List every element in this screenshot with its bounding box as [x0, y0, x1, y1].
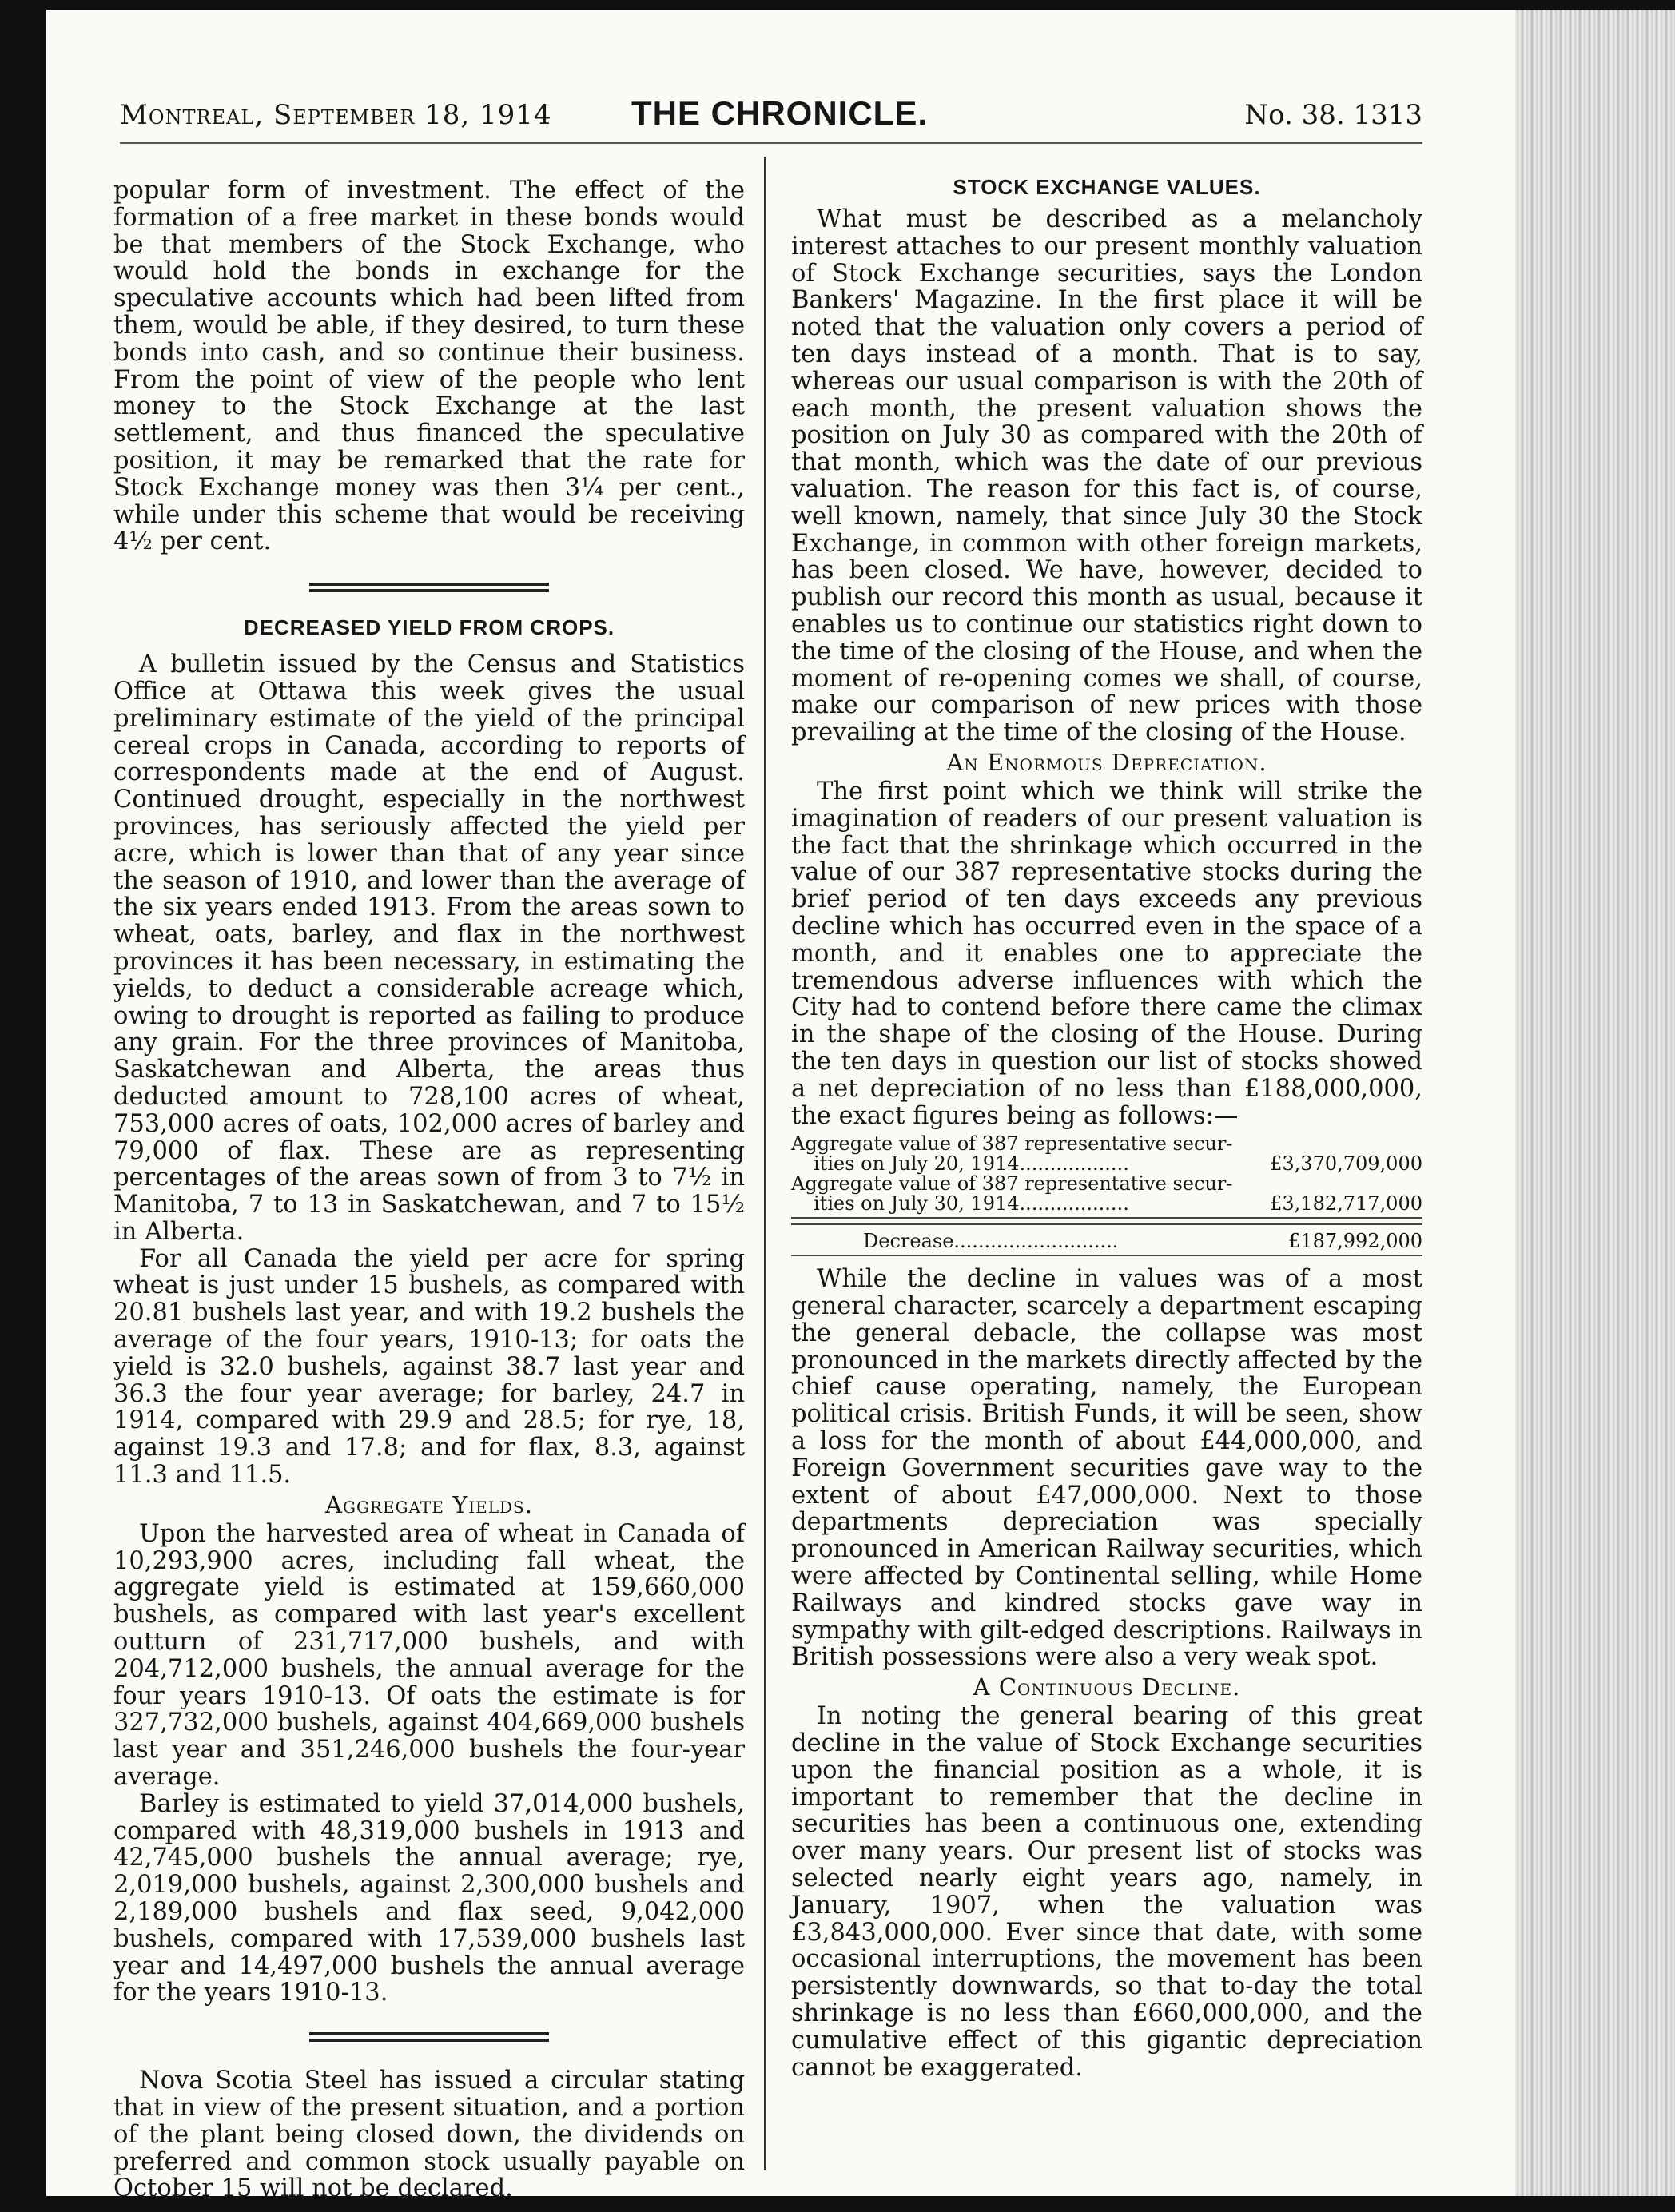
enormous-depreciation-subhead: An Enormous Depreciation.: [946, 748, 1267, 776]
column-divider: [764, 157, 766, 2170]
book-page-edges: [1515, 10, 1675, 2196]
table-row: [791, 1223, 1422, 1251]
table-row-1-label-a: Aggregate value of 387 representative secur-: [791, 1132, 1233, 1156]
journal-title: THE CHRONICLE.: [631, 94, 928, 132]
crops-paragraph-2: For all Canada the yield per acre for spring wheat is just under 15 bushels, as compared with 20.81 bushels last year, and with 19.2 bushels the average of the four years, 1910-13; for oats the yield is 32.0 bushels, against 38.7 last year and 36.3 the four year average; for barley, 24.7 in 1914, compared with 29.9 and 28.5; for rye, 18, against 19.3 and 17.8; and for flax, 8.3, against 11.3 and 11.5.: [113, 1244, 745, 1490]
table-row-2-label-a: Aggregate value of 387 representative secur-: [791, 1172, 1233, 1196]
section-divider: [113, 578, 745, 597]
stock-paragraph-1: What must be described as a melancholy interest attaches to our present monthly valuation of Stock Exchange securities, says the London Bankers' Magazine. In the first place it will be noted that the valuation only covers a period of ten days instead of a month. That is to say, whereas our usual comparison is with the 20th of each month, the present valuation shows the position on July 30 as compared with the 20th of that month, which was the date of our previous valuation. The reason for this fact is, of course, well known, namely, that since July 30 the Stock Exchange, in common with other foreign markets, has been closed. We have, however, decided to publish our record this month as usual, because it enables us to continue our statistics right down to the time of the closing of the House, and when the moment of re-opening comes we shall, of course, make our comparison of new prices with those prevailing at the time of the closing of the House.: [791, 205, 1422, 747]
crops-paragraph-1: A bulletin issued by the Census and Statistics Office at Ottawa this week gives the usual preliminary estimate of the yield of the principal cereal crops in Canada, according to reports of correspondents made at the end of August. Continued drought, especially in the northwest provinces, has seriously affected the yield per acre, which is lower than that of any year since the season of 1910, and lower than the average of the six years ended 1913. From the areas sown to wheat, oats, barley, and flax in the northwest provinces it has been necessary, in estimating the yields, to deduct a considerable acreage which, owing to drought is reported as failing to produce any grain. For the three provinces of Manitoba, Saskatchewan and Alberta, the areas thus deducted amount to 728,100 acres of wheat, 753,000 acres of oats, 102,000 acres of barley and 79,000 of flax. These are as representing percentages of the areas sown of from 3 to 7½ in Manitoba, 7 to 13 in Saskatchewan, and 7 to 15½ in Alberta.: [113, 650, 745, 1246]
decrease-value: £187,992,000: [1288, 1230, 1422, 1253]
aggregate-yields-subhead: Aggregate Yields.: [325, 1490, 533, 1518]
table-row-2-value: £3,182,717,000: [1270, 1192, 1422, 1215]
stock-paragraph-2: The first point which we think will strike the imagination of readers of our present valuation is the fact that the shrinkage which occurred in the value of our 387 representative stocks during the brief period of ten days exceeds any previous decline which has occurred even in the space of a month, and it enables one to appreciate the tremendous adverse influences with which the City had to contend before there came the climax in the shape of the closing of the House. During the ten days in question our list of stocks showed a net depreciation of no less than £188,000,000, the exact figures being as follows:—: [791, 777, 1422, 1130]
crops-paragraph-3: Upon the harvested area of wheat in Canada of 10,293,900 acres, including fall wheat, the aggregate yield is estimated at 159,660,000 bushels, as compared with last year's excellent outturn of 231,717,000 bushels, and with 204,712,000 bushels, the annual average for the four years 1910-13. Of oats the estimate is for 327,732,000 bushels, against 404,669,000 bushels last year and 351,246,000 bushels the four-year average.: [113, 1519, 745, 1792]
table-row-1-label-b: ities on July 20, 1914..................: [814, 1152, 1129, 1176]
running-header: [120, 94, 1422, 139]
continuous-decline-subhead: A Continuous Decline.: [973, 1673, 1241, 1701]
header-rule: [120, 142, 1422, 144]
valuation-table: [791, 1134, 1422, 1251]
crops-paragraph-4: Barley is estimated to yield 37,014,000 bushels, compared with 48,319,000 bushels in 1913 and 42,745,000 bushels the annual average; rye, 2,019,000 bushels, against 2,300,000 bushels and 2,189,000 bushels and flax seed, 9,042,000 bushels, compared with 17,539,000 bushels last year and 14,497,000 bushels the annual average for the years 1910-13.: [113, 1789, 745, 2007]
decrease-label: Decrease...........................: [863, 1230, 1119, 1253]
stock-exchange-headline: STOCK EXCHANGE VALUES.: [953, 175, 1261, 199]
header-date: Montreal, September 18, 1914: [120, 99, 552, 131]
left-column: [113, 177, 745, 2202]
table-row: [791, 1194, 1422, 1219]
continued-paragraph: popular form of investment. The effect of the formation of a free market in these bonds would be that members of the Stock Exchange, who would hold the bonds in exchange for the speculative accounts which had been lifted from them, would be able, if they desired, to turn these bonds into cash, and so continue their business. From the point of view of the people who lent money to the Stock Exchange at the last settlement, and thus financed the speculative position, it may be remarked that the rate for Stock Exchange money was then 3¼ per cent., while under this scheme that would be receiving 4½ per cent.: [113, 177, 745, 556]
right-column: [791, 171, 1422, 2081]
section-divider: [113, 2027, 745, 2047]
table-row-1-value: £3,370,709,000: [1270, 1152, 1422, 1176]
stock-paragraph-3: While the decline in values was of a most general character, scarcely a department escaping the general debacle, the collapse was most pronounced in the markets directly affected by the chief cause operating, namely, the European political crisis. British Funds, it will be seen, show a loss for the month of about £44,000,000, and Foreign Government securities gave way to the extent of about £47,000,000. Next to those departments depreciation was specially pronounced in American Railway securities, which were affected by Continental selling, while Home Railways and kindred stocks gave way in sympathy with gilt-edged descriptions. Railways in British possessions were also a very weak spot.: [791, 1265, 1422, 1672]
crops-headline: DECREASED YIELD FROM CROPS.: [243, 615, 615, 640]
table-row-2-label-b: ities on July 30, 1914..................: [814, 1192, 1129, 1215]
table-row: [791, 1154, 1422, 1174]
stock-paragraph-4: In noting the general bearing of this great decline in the value of Stock Exchange securities upon the financial position as a whole, it is important to remember that the decline in securities has been a continuous one, extending over many years. Our present list of stocks was selected nearly eight years ago, namely, in January, 1907, when the valuation was £3,843,000,000. Ever since that date, with some occasional interruptions, the movement has been persistently downwards, so that to-day the total shrinkage is no less than £660,000,000, and the cumulative effect of this gigantic depreciation cannot be exaggerated.: [791, 1702, 1422, 2082]
issue-page-number: No. 38. 1313: [1244, 99, 1422, 131]
nova-scotia-steel-notice: Nova Scotia Steel has issued a circular stating that in view of the present situation, and a portion of the plant being closed down, the dividends on preferred and common stock usually payable on October 15 will not be declared.: [113, 2067, 745, 2203]
